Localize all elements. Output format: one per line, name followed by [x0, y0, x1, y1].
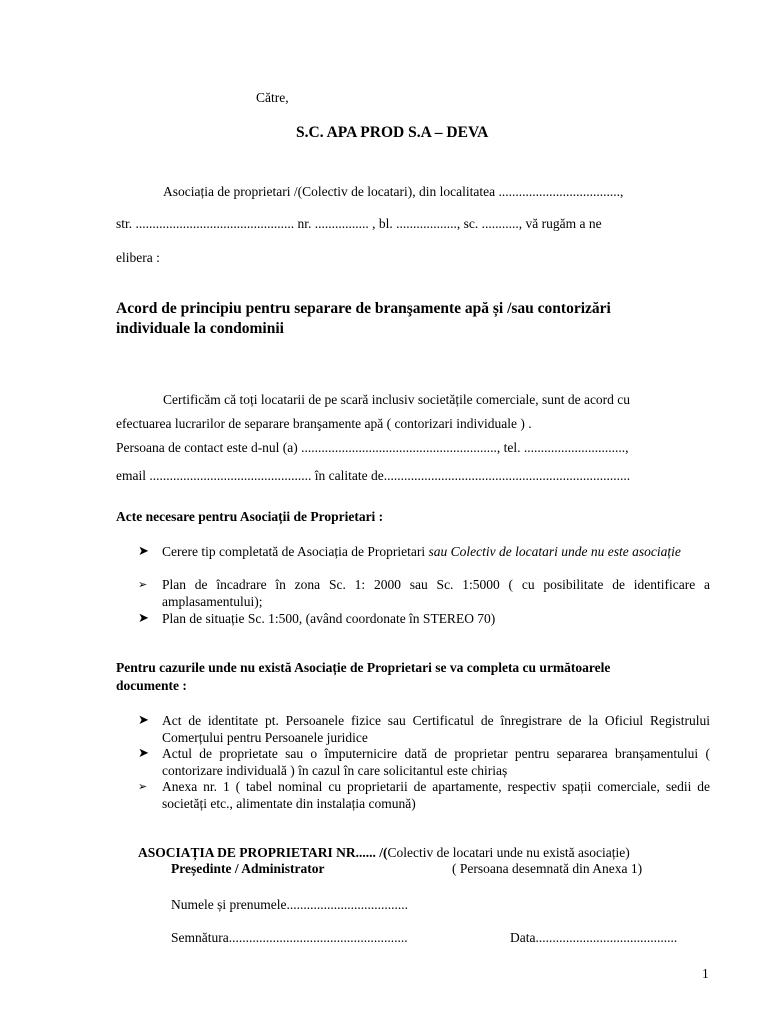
contact-person-line: Persoana de contact este d-nul (a) .........................................................., tel. .............................., [116, 440, 629, 455]
list-item-text: Actul de proprietate sau o împuternicire dată de proprietar pentru separarea branșamentului ( contorizare individuală ) în cazul în care solicitantul este chiriaș [162, 746, 710, 778]
list-item [138, 610, 710, 627]
intro-line-2: str. ............................................... nr. ................ , bl. .................., sc. ..........., vă rugăm a ne [116, 216, 602, 231]
page-number: 1 [702, 966, 709, 981]
certify-line-2: efectuarea lucrarilor de separare branşamente apă ( contorizari individuale ) . [116, 416, 532, 431]
filled-arrow-icon: ➤ [138, 713, 149, 728]
list-item [138, 712, 710, 746]
list-item [138, 778, 710, 812]
section-heading-no-association-line-2: documente : [116, 678, 187, 693]
list-item-text: Anexa nr. 1 ( tabel nominal cu proprietarii de apartamente, respectiv spații comerciale, sedii de societăți etc., alimentate din instalația comună) [162, 779, 710, 811]
list-item [138, 543, 710, 560]
list-item-text: Act de identitate pt. Persoanele fizice sau Certificatul de înregistrare de la Oficiul Registrului Comerțului pentru Persoanele juridice [162, 713, 710, 745]
company-name: S.C. APA PROD S.A – DEVA [296, 124, 489, 141]
list-item-italic-text: sau Colectiv de locatari unde nu este asociație [428, 544, 681, 559]
list-item [138, 745, 710, 779]
date-field: Data.......................................... [510, 930, 678, 945]
addressee-label: Către, [256, 90, 289, 105]
full-name-field: Numele și prenumele.................................... [171, 897, 408, 912]
signature-field: Semnătura..................................................... [171, 930, 408, 945]
certify-line-1: Certificăm că toți locatarii de pe scară inclusiv societățile comerciale, sunt de acord cu [163, 392, 631, 407]
list-item [138, 576, 710, 610]
filled-arrow-icon: ➤ [138, 611, 149, 626]
document-title-line-1: Acord de principiu pentru separare de branşamente apă și /sau contorizări [116, 300, 611, 317]
collective-label: Colectiv de locatari unde nu există asociație) [387, 845, 630, 860]
email-line: email ................................................ în calitate de......................................................................... [116, 468, 631, 483]
filled-arrow-icon: ➤ [138, 544, 149, 559]
list-item-text: Plan de încadrare în zona Sc. 1: 2000 sau Sc. 1:5000 ( cu posibilitate de identificare a amplasamentului); [162, 577, 710, 609]
filled-arrow-icon: ➤ [138, 746, 149, 761]
document-title-line-2: individuale la condominii [116, 320, 284, 337]
designated-person-label: ( Persoana desemnată din Anexa 1) [452, 861, 643, 876]
list-item-text: Plan de situație Sc. 1:500, (având coordonate în STEREO 70) [162, 611, 496, 626]
list-item-text: Cerere tip completată de Asociația de Proprietari [162, 544, 429, 559]
outline-arrow-icon: ➢ [138, 578, 148, 591]
section-heading-no-association-line-1: Pentru cazurile unde nu există Asociație de Proprietari se va completa cu următoarele [116, 660, 611, 675]
intro-line-3: elibera : [116, 250, 160, 265]
outline-arrow-icon: ➢ [138, 780, 148, 793]
intro-line-1: Asociația de proprietari /(Colectiv de locatari), din localitatea ...................................., [163, 184, 624, 199]
association-number-label: ASOCIAȚIA DE PROPRIETARI NR...... /( [138, 845, 388, 860]
president-administrator-label: Președinte / Administrator [171, 861, 325, 876]
section-heading-association-docs: Acte necesare pentru Asociații de Proprietari : [116, 509, 384, 524]
association-signature-heading [138, 845, 630, 861]
